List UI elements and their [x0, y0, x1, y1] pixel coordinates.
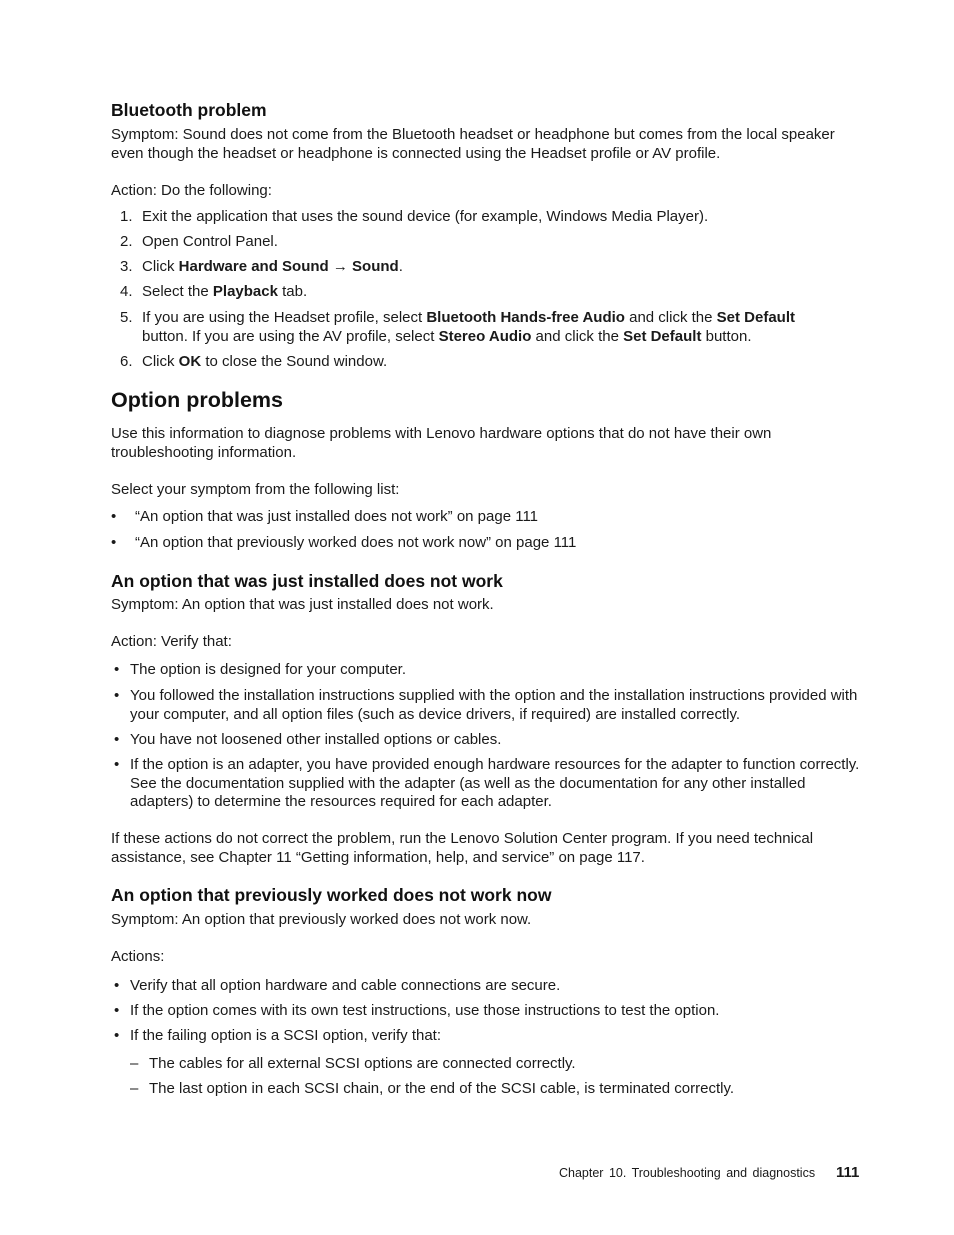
installed-symptom: Symptom: An option that was just installed does not work.	[111, 596, 494, 613]
previous-heading: An option that previously worked does not work now	[111, 885, 552, 905]
step-text: Click Hardware and Sound → Sound.	[142, 258, 403, 275]
installed-closing: If these actions do not correct the problem, run the Lenovo Solution Center program. If you need technical assistance, see Chapter 11 “Getting information, help, and service” on page 117.	[111, 830, 814, 866]
bullet-icon: •	[111, 534, 117, 551]
check-text: If the failing option is a SCSI option, verify that:	[130, 1027, 442, 1044]
step-text: Select the Playback tab.	[142, 283, 308, 300]
option-select: Select your symptom from the following list:	[111, 481, 400, 498]
bluetooth-action: Action: Do the following:	[111, 182, 272, 199]
step-number: 3.	[120, 258, 133, 275]
footer-chapter: Chapter 10. Troubleshooting and diagnostics	[559, 1166, 816, 1180]
step-text: Exit the application that uses the sound device (for example, Windows Media Player).	[142, 208, 709, 225]
check-text: The option is designed for your computer.	[130, 661, 406, 678]
step-text: If you are using the Headset profile, select Bluetooth Hands-free Audio and click the Set Default button. If you are using the AV profile, select Stereo Audio and click the Set Default button.	[142, 309, 796, 345]
previous-actions: Actions:	[111, 948, 165, 965]
option-intro: Use this information to diagnose problems with Lenovo hardware options that do not have their own troubleshooting information.	[111, 425, 772, 461]
page-number: 111	[836, 1164, 860, 1181]
step-number: 4.	[120, 283, 133, 300]
dash-icon: –	[130, 1055, 139, 1072]
step-number: 1.	[120, 208, 133, 225]
arrow-icon: →	[328, 258, 353, 275]
step-text: Open Control Panel.	[142, 233, 278, 250]
sub-check-text: The last option in each SCSI chain, or the end of the SCSI cable, is terminated correctly.	[149, 1080, 735, 1097]
check-text: Verify that all option hardware and cable connections are secure.	[130, 977, 561, 994]
option-heading: Option problems	[111, 388, 283, 412]
bullet-icon: •	[114, 756, 120, 773]
bluetooth-heading: Bluetooth problem	[111, 100, 267, 120]
bullet-icon: •	[114, 661, 120, 678]
dash-icon: –	[130, 1080, 139, 1097]
bullet-icon: •	[114, 731, 120, 748]
check-text: You have not loosened other installed options or cables.	[130, 731, 502, 748]
bullet-icon: •	[114, 1002, 120, 1019]
bullet-icon: •	[114, 977, 120, 994]
bluetooth-symptom: Symptom: Sound does not come from the Bluetooth headset or headphone but comes from the local speaker even though the headset or headphone is connected using the Headset profile or AV profile.	[111, 126, 835, 162]
step-number: 5.	[120, 309, 133, 326]
symptom-link[interactable]: “An option that previously worked does not work now” on page 111	[135, 534, 577, 551]
step-text: Click OK to close the Sound window.	[142, 353, 388, 370]
symptom-link[interactable]: “An option that was just installed does not work” on page 111	[135, 508, 539, 525]
check-text: If the option is an adapter, you have provided enough hardware resources for the adapter to function correctly. See the documentation supplied with the adapter (as well as the documentation for any other installed adapters) to determine the resources required for each adapter.	[130, 756, 860, 810]
step-number: 2.	[120, 233, 133, 250]
check-text: If the option comes with its own test instructions, use those instructions to test the option.	[130, 1002, 720, 1019]
bullet-icon: •	[111, 508, 117, 525]
bullet-icon: •	[114, 1027, 120, 1044]
step-number: 6.	[120, 353, 133, 370]
check-text: You followed the installation instructions supplied with the option and the installation instructions provided with your computer, and all option files (such as device drivers, if required) are installed correctly.	[130, 687, 858, 723]
installed-heading: An option that was just installed does not work	[111, 571, 503, 591]
sub-check-text: The cables for all external SCSI options are connected correctly.	[149, 1055, 576, 1072]
installed-action: Action: Verify that:	[111, 633, 232, 650]
previous-symptom: Symptom: An option that previously worked does not work now.	[111, 911, 532, 928]
bullet-icon: •	[114, 687, 120, 704]
